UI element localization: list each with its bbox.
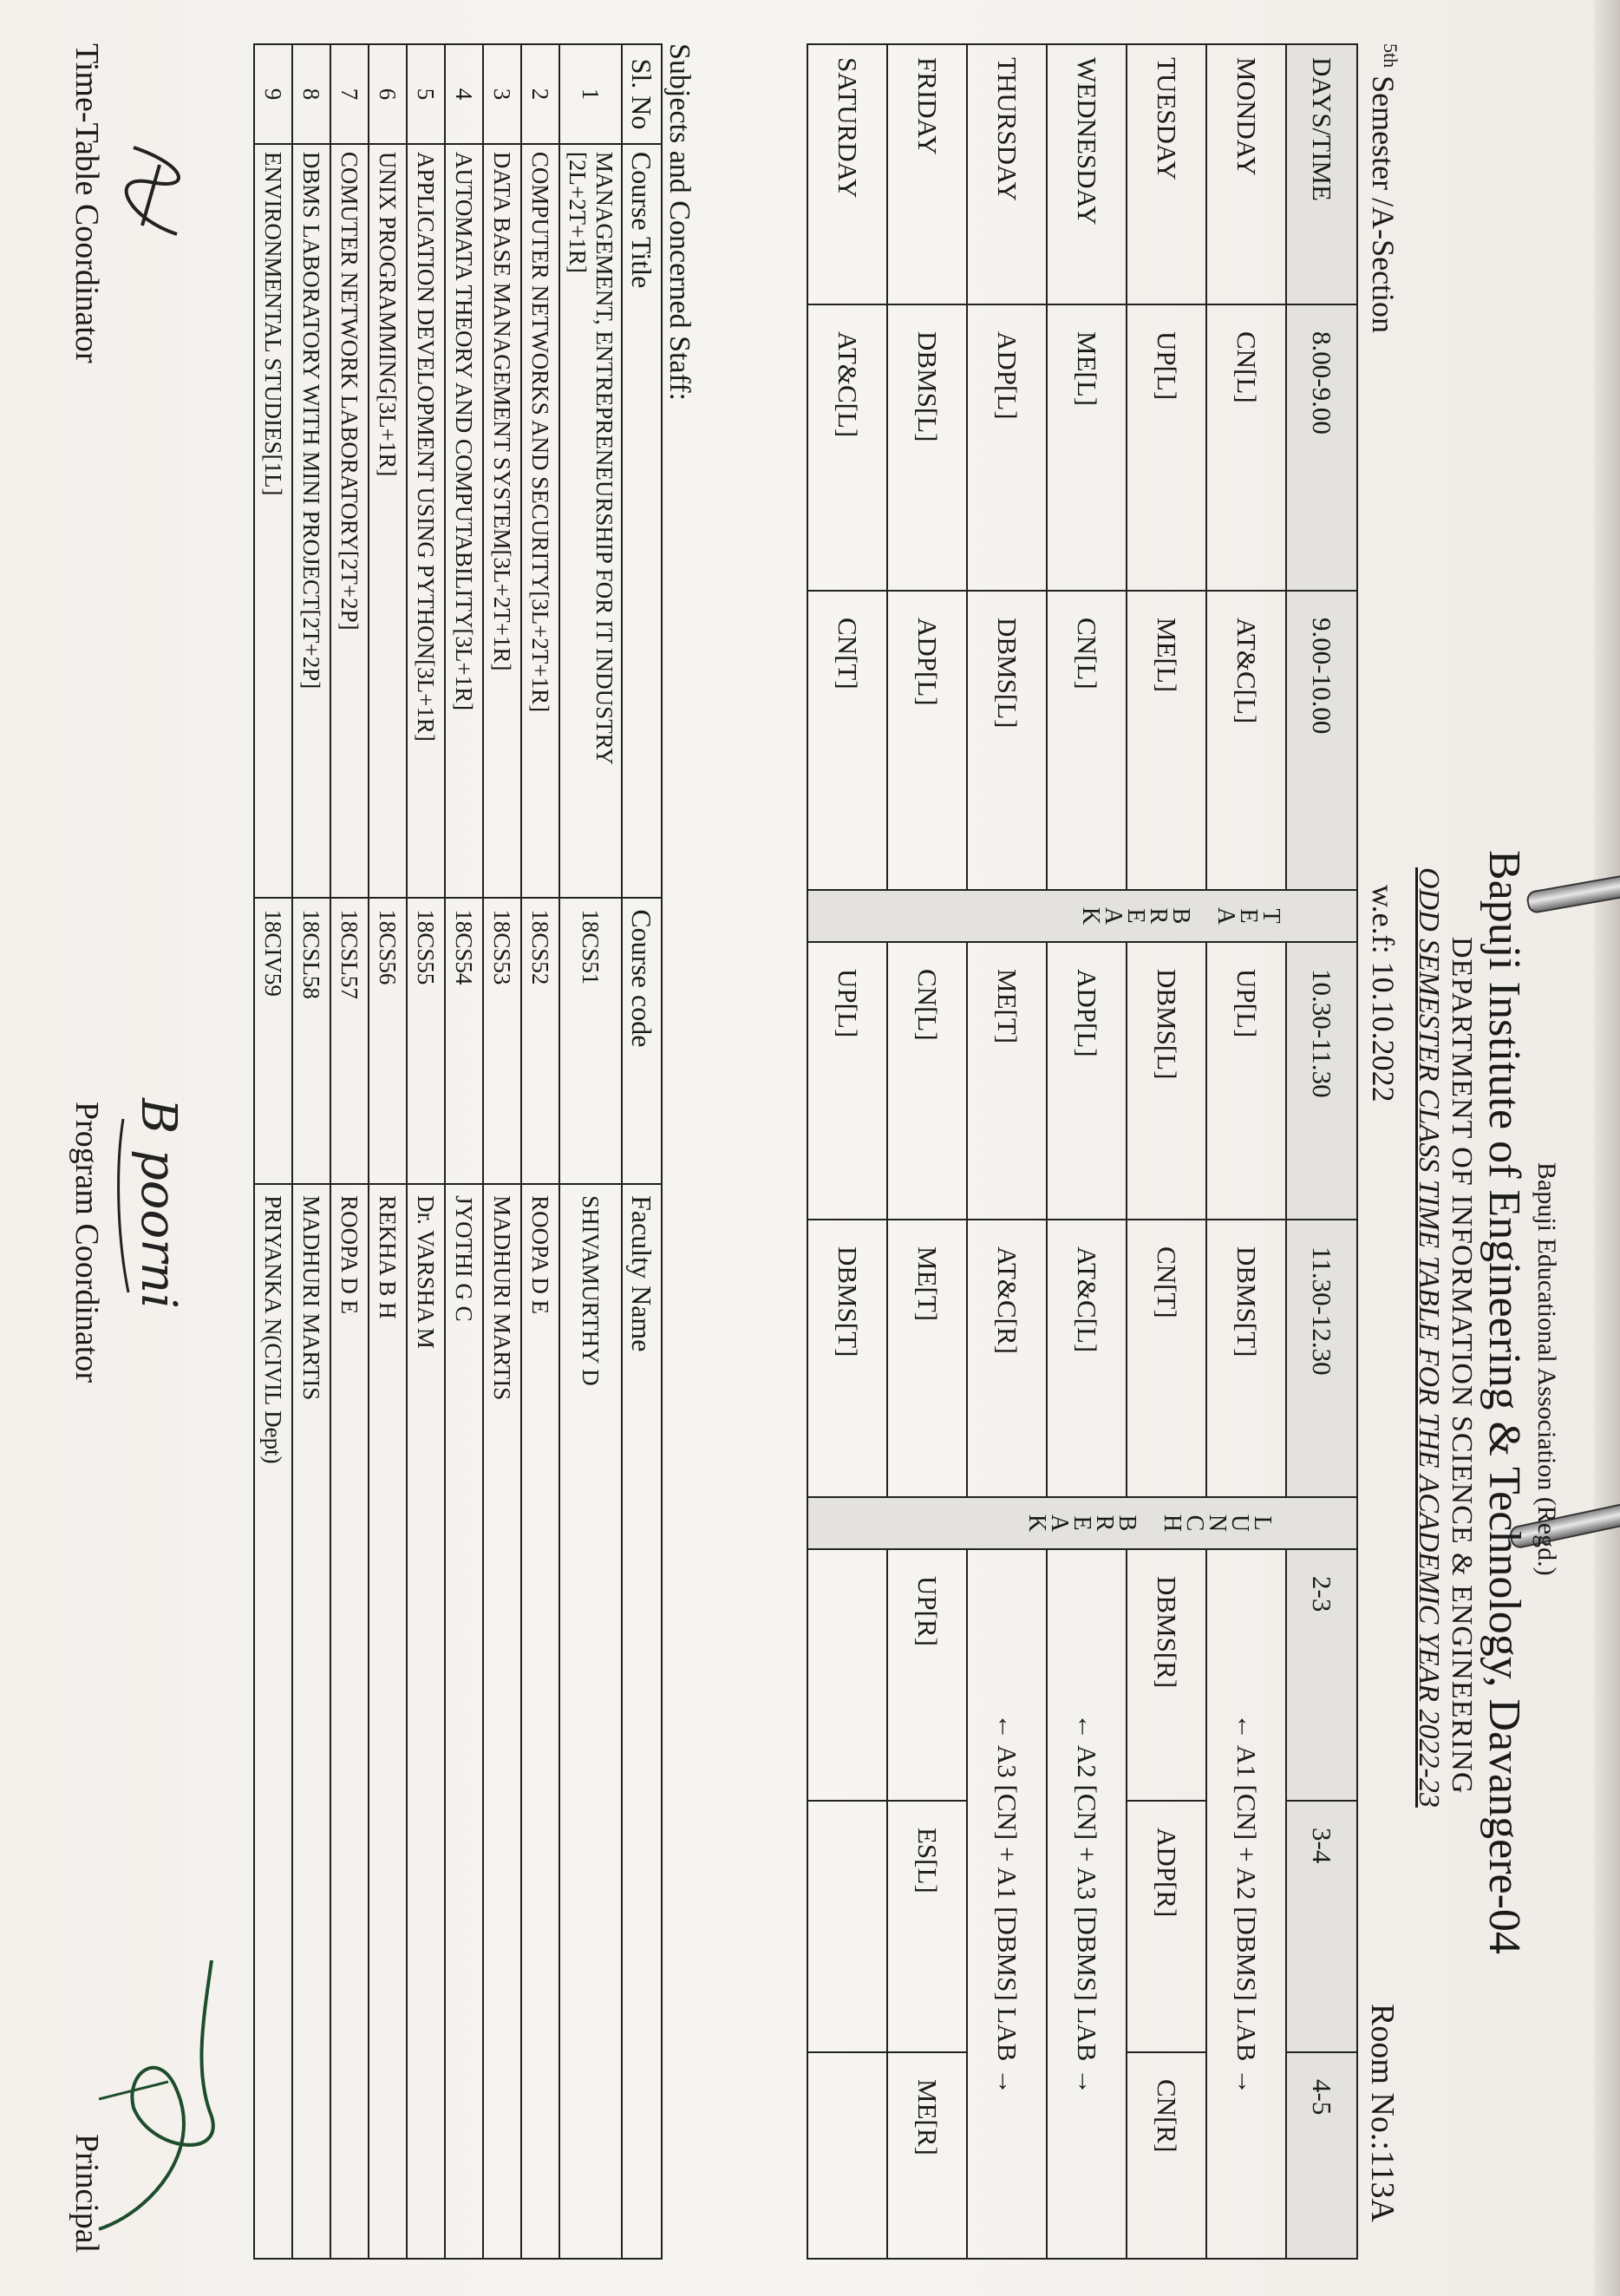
slot-cell: AT&C[L] [807,304,887,591]
slot-cell: CN[T] [1127,1220,1206,1497]
subject-row [407,44,445,2259]
slot-cell [807,2052,887,2259]
day-label: FRIDAY [887,44,967,304]
course-code: 18CS51 [559,898,622,1184]
lab-slot: ← A1 [CN] + A2 [DBMS] LAB → [1206,1549,1286,2259]
slot-cell: DBMS[L] [967,591,1047,890]
course-code: 18CSL57 [330,898,369,1184]
slot-cell: CN[L] [887,942,967,1220]
col-header: Faculty Name [622,1184,662,2259]
faculty-name: MADHURI MARTIS [292,1184,330,2259]
col-header: Course code [622,898,662,1184]
timetable-coordinator-label: Time-Table Coordinator [69,43,105,363]
slot-cell: ADP[R] [1127,1801,1206,2052]
subjects-table [253,43,663,2260]
subjects-title: Subjects and Concerned Staff: [663,43,696,402]
course-code: 18CS56 [369,898,407,1184]
subject-row [330,44,369,2259]
timetable-grid [807,43,1358,2260]
timetable-row-monday [1206,44,1286,2259]
slot-cell: ADP[L] [967,304,1047,591]
course-title: COMPUTER NETWORKS AND SECURITY[3L+2T+1R] [521,144,559,898]
faculty-name: PRIYANKA N(CIVIL Dept) [254,1184,292,2259]
slot-cell: ME[R] [887,2052,967,2259]
slot-cell: DBMS[R] [1127,1549,1206,1801]
subjects-header-row [622,44,662,2259]
timetable-row-friday [887,44,967,2259]
course-title: UNIX PROGRAMMING[3L+1R] [369,144,407,898]
slot-cell: AT&C[R] [967,1220,1047,1497]
course-title: DATA BASE MANAGEMENT SYSTEM[3L+2T+1R] [483,144,521,898]
slot-cell: CN[T] [807,591,887,890]
course-title: DBMS LABORATORY WITH MINI PROJECT[2T+2P] [292,144,330,898]
sl-no: 5 [407,44,445,144]
timetable-subtitle: ODD SEMESTER CLASS TIME TABLE FOR THE ACADEMIC YEAR 2022-23 [1413,867,1445,1808]
slot-cell [807,1801,887,2052]
timetable-row-saturday [807,44,887,2259]
col-header: 2-3 [1286,1549,1357,1801]
slot-cell: UP[L] [807,942,887,1220]
slot-cell: DBMS[T] [1206,1220,1286,1497]
slot-cell: CN[L] [1047,591,1127,890]
col-header: 11.30-12.30 [1286,1220,1357,1497]
col-header: DAYS/TIME [1286,44,1357,304]
slot-cell: ES[L] [887,1801,967,2052]
timetable-row-tuesday [1127,44,1206,2259]
slot-cell: ADP[L] [887,591,967,890]
sl-no: 1 [559,44,622,144]
subject-row [521,44,559,2259]
col-header: 3-4 [1286,1801,1357,2052]
institute-name: Bapuji Institute of Engineering & Technology, Davangere-04 [1480,850,1529,1954]
course-code: 18CS52 [521,898,559,1184]
subject-row [445,44,483,2259]
slot-cell: UP[L] [1127,304,1206,591]
program-coordinator-signature [108,1093,203,1318]
slot-cell: ME[L] [1047,304,1127,591]
association-name: Bapuji Educational Association (Regd.) [1532,1162,1561,1576]
sl-no: 7 [330,44,369,144]
col-header: 8.00-9.00 [1286,304,1357,591]
sl-no: 3 [483,44,521,144]
program-coordinator-label: Program Coordinator [69,1102,105,1383]
course-title: COMUTER NETWORK LABORATORY[2T+2P] [330,144,369,898]
slot-cell: ME[T] [967,942,1047,1220]
semester-title: $^{5th}$ Semester /A-Section [1366,43,1401,334]
principal-label: Principal [69,2134,105,2253]
slot-cell: DBMS[L] [887,304,967,591]
sl-no: 9 [254,44,292,144]
course-title: ENVIRONMENTAL STUDIES[1L] [254,144,292,898]
slot-cell: UP[L] [1206,942,1286,1220]
day-label: TUESDAY [1127,44,1206,304]
course-code: 18CS55 [407,898,445,1184]
subject-row [483,44,521,2259]
lab-slot: ← A2 [CN] + A3 [DBMS] LAB → [1047,1549,1127,2259]
timetable-row-wednesday [1047,44,1127,2259]
col-header: Sl. No [622,44,662,144]
faculty-name: MADHURI MARTIS [483,1184,521,2259]
day-label: THURSDAY [967,44,1047,304]
course-code: 18CSL58 [292,898,330,1184]
room-number: Room No.:113A [1364,2004,1401,2222]
faculty-name: REKHA B H [369,1184,407,2259]
course-title: APPLICATION DEVELOPMENT USING PYTHON[3L+1R] [407,144,445,898]
col-header: Course Title [622,144,662,898]
course-title: MANAGEMENT, ENTREPRENEURSHIP FOR IT INDUSTRY [2L+2T+1R] [559,144,622,898]
sl-no: 6 [369,44,407,144]
tea-break: T E A B R E A K [807,890,1357,942]
faculty-name: SHIVAMURTHY D [559,1184,622,2259]
binder-edge [1594,0,1620,2296]
sl-no: 8 [292,44,330,144]
timetable-sheet [21,17,1591,2273]
faculty-name: JYOTHI G C [445,1184,483,2259]
slot-cell [807,1549,887,1801]
col-header: 10.30-11.30 [1286,942,1357,1220]
course-code: 18CIV59 [254,898,292,1184]
slot-cell: DBMS[T] [807,1220,887,1497]
slot-cell: ADP[L] [1047,942,1127,1220]
day-label: MONDAY [1206,44,1286,304]
subject-row [292,44,330,2259]
slot-cell: ME[T] [887,1220,967,1497]
slot-cell: UP[R] [887,1549,967,1801]
timetable-header-row [1286,44,1357,2259]
timetable-coordinator-signature [108,130,203,252]
day-label: WEDNESDAY [1047,44,1127,304]
col-header: 4-5 [1286,2052,1357,2259]
program-coordinator-handwriting: B poorni [130,1098,186,1309]
wef-date: w.e.f: 10.10.2022 [1366,885,1401,1102]
slot-cell: ME[L] [1127,591,1206,890]
course-title: AUTOMATA THEORY AND COMPUTABILITY[3L+1R] [445,144,483,898]
department-name: DEPARTMENT OF INFORMATION SCIENCE & ENGINEERING [1446,937,1478,1795]
course-code: 18CS54 [445,898,483,1184]
sl-no: 4 [445,44,483,144]
timetable-row-thursday [967,44,1047,2259]
subject-row [254,44,292,2259]
lab-slot: ← A3 [CN] + A1 [DBMS] LAB → [967,1549,1047,2259]
faculty-name: Dr. VARSHA M [407,1184,445,2259]
lunch-break: L U N C H B R E A K [807,1497,1357,1549]
col-header: 9.00-10.00 [1286,591,1357,890]
sl-no: 2 [521,44,559,144]
subject-row [369,44,407,2259]
faculty-name: ROOPA D E [521,1184,559,2259]
slot-cell: CN[R] [1127,2052,1206,2259]
subject-row [559,44,622,2259]
faculty-name: ROOPA D E [330,1184,369,2259]
day-label: SATURDAY [807,44,887,304]
principal-signature [90,1952,229,2247]
slot-cell: AT&C[L] [1047,1220,1127,1497]
course-code: 18CS53 [483,898,521,1184]
slot-cell: DBMS[L] [1127,942,1206,1220]
slot-cell: AT&C[L] [1206,591,1286,890]
slot-cell: CN[L] [1206,304,1286,591]
